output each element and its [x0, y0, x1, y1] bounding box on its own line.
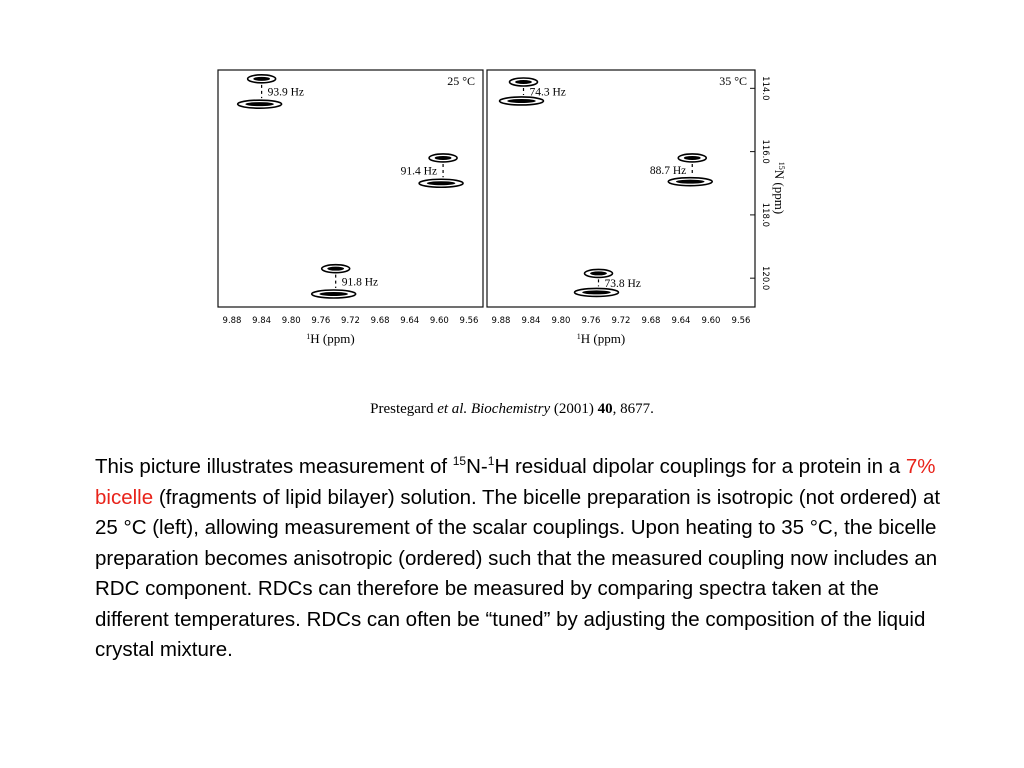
x-tick-label: 9.80 — [281, 316, 301, 326]
spectrum-panel-35c — [487, 70, 755, 307]
coupling-label: 91.8 Hz — [341, 276, 379, 289]
peak-upper-core — [253, 77, 270, 81]
x-axis-label-text: H (ppm) — [310, 331, 355, 346]
coupling-label: 93.9 Hz — [267, 86, 305, 99]
y-axis-label — [772, 162, 787, 214]
body-part-1: This picture illustrates measurement of — [95, 455, 453, 478]
peak-upper-core — [435, 156, 452, 160]
temperature-label: 25 °C — [447, 74, 475, 88]
x-axis-label-text: H (ppm) — [580, 331, 626, 346]
peak-lower-core — [245, 102, 274, 106]
caption-pages: , 8677. — [612, 401, 654, 417]
temperature-label: 35 °C — [719, 74, 747, 88]
y-tick-label: 120.0 — [760, 266, 770, 291]
caption-etal: et al. — [437, 401, 468, 417]
explanation-paragraph — [95, 452, 955, 666]
caption-author: Prestegard — [370, 401, 434, 417]
caption-journal: Biochemistry — [470, 401, 551, 417]
x-axes — [223, 316, 751, 346]
body-part-3: (fragments of lipid bilayer) solution. The bicelle preparation is isotropic (not ordered) at 25 °C (left), allowing measurement of the scalar couplings. Upon heating to 35 °C, the bicelle preparation becomes anisotropic (ordered) such that the measured coupling now includes an RDC component. RDCs can therefore be measured by comparing spectra taken at the different temperatures. RDCs can often be “tuned” by adjusting the composition of the liquid crystal mixture. — [95, 485, 941, 661]
x-tick-label: 9.68 — [641, 316, 661, 326]
coupling-label: 91.4 Hz — [400, 165, 438, 178]
peak-lower-core — [319, 292, 348, 296]
bicelle-highlight: 7% bicelle — [95, 455, 936, 509]
caption-volume: 40 — [597, 401, 613, 417]
x-tick-label: 9.84 — [252, 316, 272, 326]
x-tick-label: 9.88 — [222, 316, 242, 326]
x-tick-label: 9.56 — [731, 316, 751, 326]
y-tick-label: 116.0 — [760, 139, 770, 164]
coupling-label: 74.3 Hz — [529, 86, 566, 99]
peak-lower-core — [582, 290, 611, 294]
peak-lower-core — [427, 181, 456, 185]
x-tick-label: 9.60 — [701, 316, 721, 326]
peak-upper-core — [515, 80, 532, 84]
n-dash: N- — [466, 455, 488, 478]
y-tick-label: 114.0 — [760, 76, 770, 101]
peak-lower-core — [676, 180, 705, 184]
peak-upper-core — [590, 271, 607, 275]
spectrum-panel-25c — [218, 70, 483, 307]
y-axis-label-superscript: 15 — [777, 161, 787, 170]
isotope-h-superscript: 1 — [487, 454, 495, 468]
x-axis-label — [577, 331, 625, 346]
citation-caption — [0, 401, 1024, 418]
x-tick-label: 9.72 — [341, 316, 360, 326]
x-tick-label: 9.56 — [459, 316, 479, 326]
peak-upper-core — [327, 267, 344, 271]
coupling-label: 73.8 Hz — [604, 277, 641, 290]
x-tick-label: 9.64 — [400, 316, 420, 326]
peak-upper-core — [684, 156, 701, 160]
x-tick-label: 9.60 — [429, 316, 449, 326]
x-tick-label: 9.64 — [671, 316, 691, 326]
x-tick-label: 9.76 — [311, 316, 331, 326]
x-axis-label-superscript: 1 — [576, 331, 581, 341]
x-axis-label — [306, 331, 354, 346]
x-tick-label: 9.80 — [551, 316, 571, 326]
x-tick-label: 9.76 — [581, 316, 601, 326]
caption-year: (2001) — [553, 401, 594, 417]
isotope-n-superscript: 15 — [452, 454, 467, 468]
x-tick-label: 9.72 — [611, 316, 631, 326]
body-part-2: H residual dipolar couplings for a protein in a — [494, 455, 906, 478]
x-axis-label-superscript: 1 — [306, 331, 311, 341]
x-tick-label: 9.84 — [521, 316, 541, 326]
y-axis-label-text: N (ppm) — [772, 169, 787, 215]
coupling-label: 88.7 Hz — [649, 164, 687, 177]
x-tick-label: 9.88 — [491, 316, 511, 326]
x-tick-label: 9.68 — [370, 316, 390, 326]
peak-lower-core — [507, 99, 536, 103]
y-tick-label: 118.0 — [760, 202, 770, 228]
